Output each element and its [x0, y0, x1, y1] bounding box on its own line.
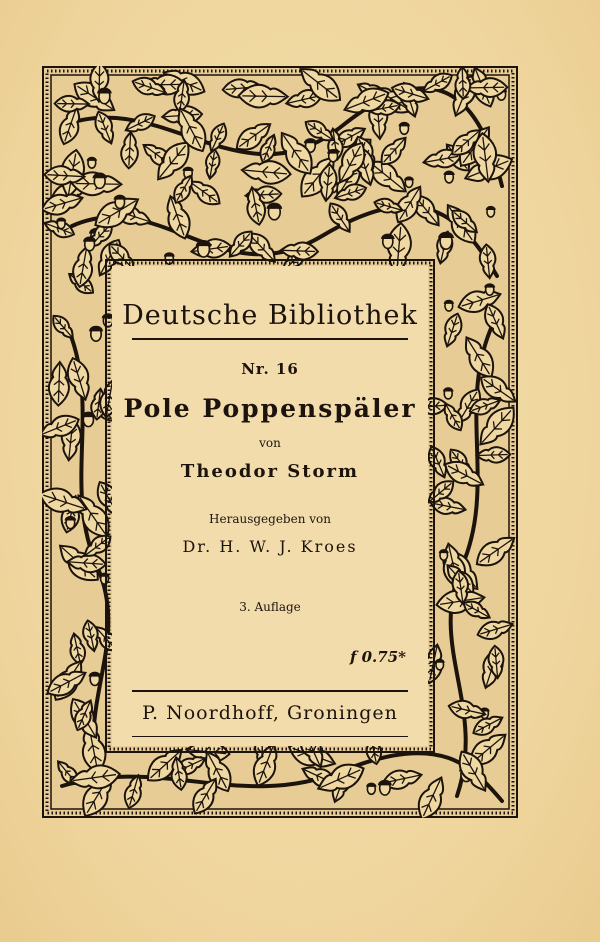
- edition-label: 3. Auflage: [239, 600, 301, 614]
- publisher-rule-top: [132, 690, 408, 692]
- title-panel: [112, 266, 428, 746]
- work-title: Pole Poppenspäler: [123, 394, 417, 423]
- series-title: Deutsche Bibliothek: [122, 300, 418, 331]
- publisher-name: P. Noordhoff, Groningen: [142, 702, 398, 724]
- price-label: f 0.75*: [349, 648, 406, 666]
- publisher-rule-bottom: [132, 736, 408, 737]
- title-rule: [132, 338, 408, 340]
- by-label: von: [259, 436, 281, 450]
- editor-name: Dr. H. W. J. Kroes: [182, 537, 358, 556]
- volume-number: Nr. 16: [241, 360, 299, 378]
- author-name: Theodor Storm: [180, 461, 360, 482]
- edited-by-label: Herausgegeben von: [209, 512, 331, 526]
